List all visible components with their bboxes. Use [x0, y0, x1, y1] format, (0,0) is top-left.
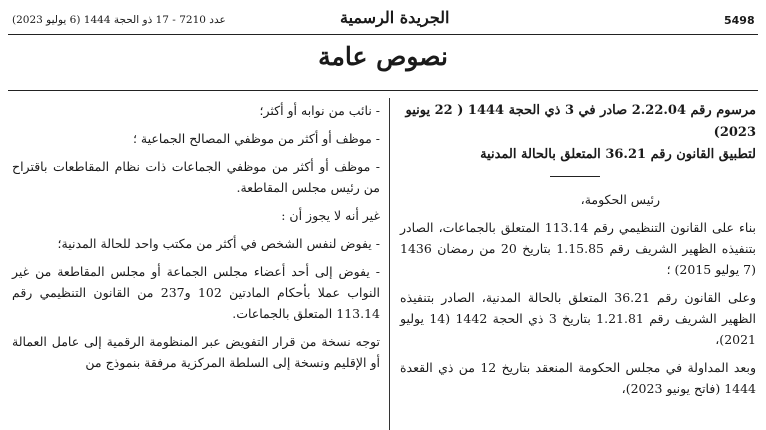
decree-title-line2: لتطبيق القانون رقم 36.21 المتعلق بالحالة المدنية	[480, 147, 756, 162]
title-separator	[550, 176, 600, 177]
page-header	[0, 0, 766, 40]
decree-title	[400, 100, 756, 166]
page-number: 5498	[724, 14, 755, 27]
left-column	[12, 100, 380, 380]
journal-title: الجريدة الرسمية	[340, 8, 450, 27]
column-divider	[389, 98, 390, 430]
section-rule	[8, 90, 758, 91]
however-line: غير أنه لا يجوز أن :	[281, 208, 380, 223]
list-item: - موظف أو أكثر من موظفي الجماعات ذات نظام المقاطعات باقتراح من رئيس مجلس المقاطعة.	[12, 159, 380, 195]
paragraph-delegation-copy: توجه نسخة من قرار التفويض عبر المنظومة الرقمية إلى عامل العمالة أو الإقليم ونسخة إلى السلطة المركزية مرفقة بنموذج من	[12, 334, 380, 370]
header-rule	[8, 34, 758, 35]
right-column	[400, 100, 756, 406]
decree-title-line1: مرسوم رقم 2.22.04 صادر في 3 ذي الحجة 1444 ( 22 يونيو 2023)	[405, 103, 756, 140]
paragraph-organic-law: بناء على القانون التنظيمي رقم 113.14 المتعلق بالجماعات، الصادر بتنفيذه الظهير الشريف رقم 1.15.85 بتاريخ 20 من رمضان 1436 (7 يوليو 2015) ؛	[400, 220, 757, 277]
paragraph-deliberation: وبعد المداولة في مجلس الحكومة المنعقد بتاريخ 12 من ذي القعدة 1444 (فاتح يونيو 2023)،	[400, 360, 756, 396]
issue-info: عدد 7210 - 17 ذو الحجة 1444 (6 يوليو 2023)	[12, 14, 226, 26]
list-item: - موظف أو أكثر من موظفي المصالح الجماعية ؛	[132, 131, 380, 146]
list-item: - يفوض لنفس الشخص في أكثر من مكتب واحد للحالة المدنية؛	[57, 236, 380, 251]
section-title: نصوص عامة	[318, 42, 448, 71]
list-item: - نائب من نوابه أو أكثر؛	[259, 103, 380, 118]
paragraph-civil-status-law: وعلى القانون رقم 36.21 المتعلق بالحالة المدنية، الصادر بتنفيذه الظهير الشريف رقم 1.21.81 بتاريخ 3 ذي الحجة 1442 (14 يوليو 2021)،	[400, 290, 756, 347]
list-item: - يفوض إلى أحد أعضاء مجلس الجماعة أو مجلس المقاطعة من غير النواب عملا بأحكام المادتين 102 و237 من القانون التنظيمي رقم 113.14 المتعلق بالجماعات.	[12, 264, 381, 321]
head-of-government: رئيس الحكومة،	[580, 192, 660, 207]
